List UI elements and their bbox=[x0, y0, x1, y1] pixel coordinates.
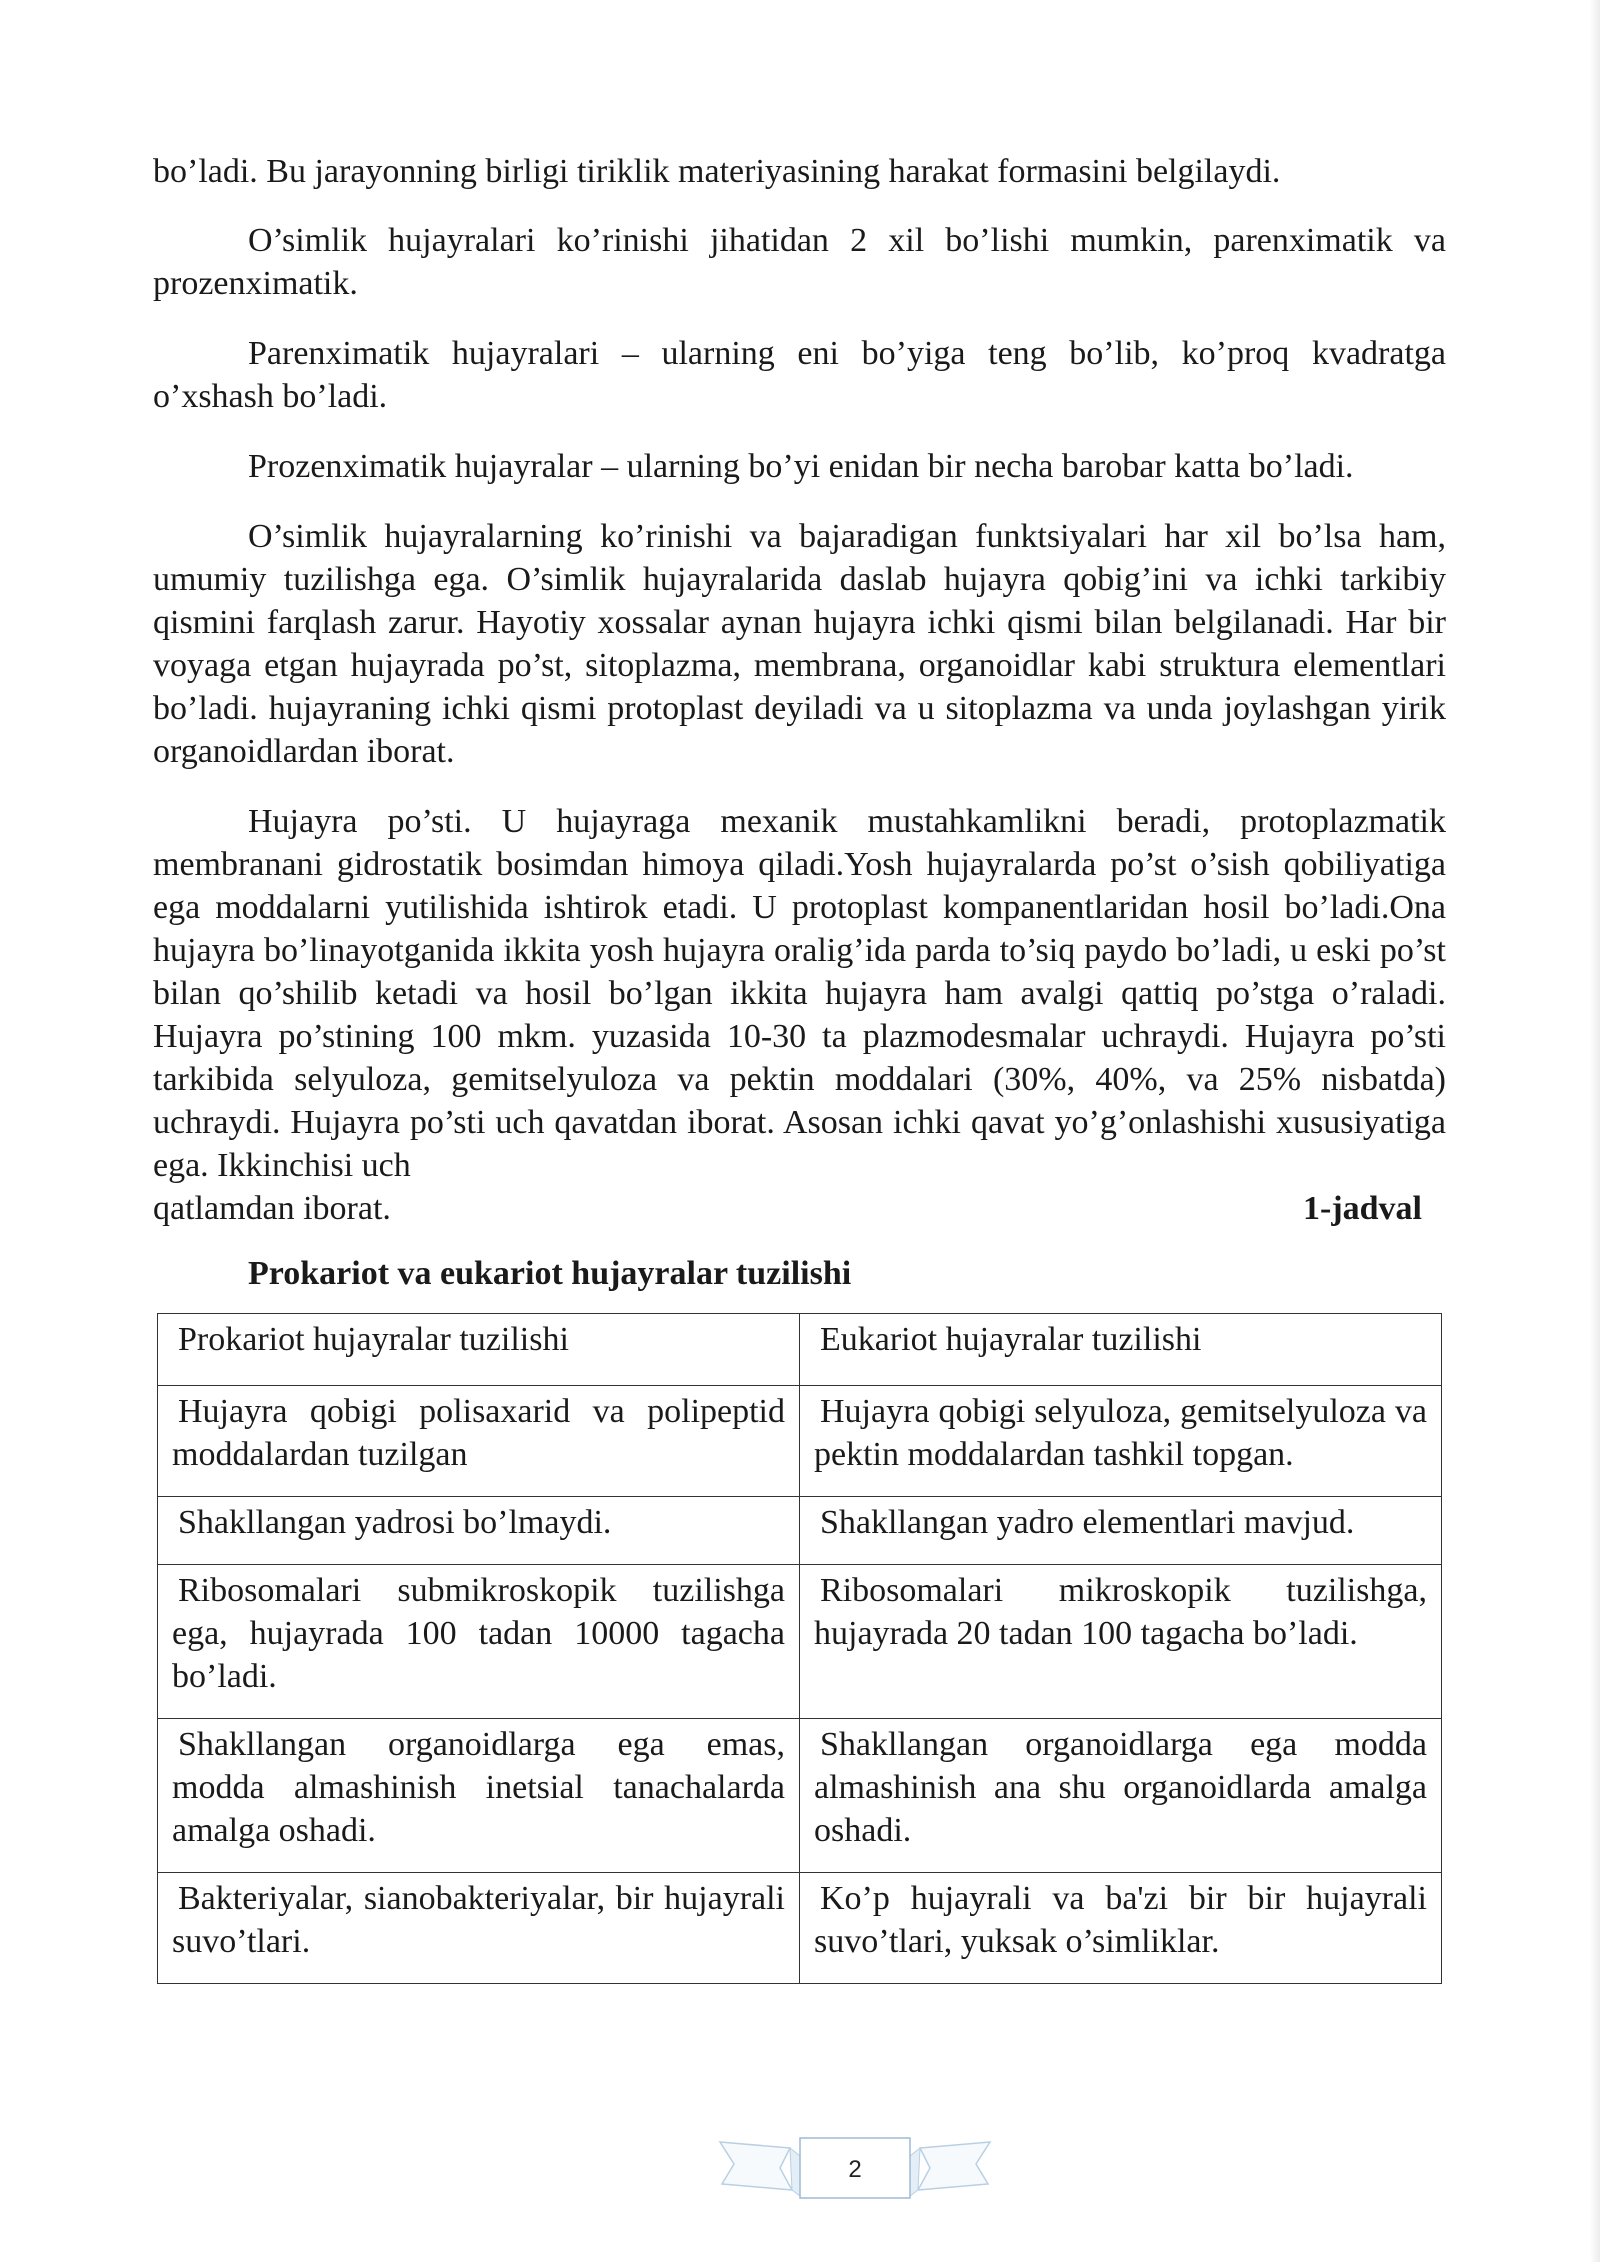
paragraph-cell-wall-last-line bbox=[153, 1187, 1446, 1230]
table-row bbox=[158, 1719, 1442, 1873]
table-row bbox=[158, 1565, 1442, 1719]
table-cell-eukaryote: Ko’p hujayrali va ba'zi bir bir hujayrali suvo’tlari, yuksak o’simliklar. bbox=[800, 1873, 1442, 1984]
comparison-table bbox=[157, 1313, 1442, 1984]
table-cell-eukaryote: Ribosomalari mikroskopik tuzilishga, hujayrada 20 tadan 100 tagacha bo’ladi. bbox=[800, 1565, 1442, 1719]
table-row bbox=[158, 1873, 1442, 1984]
page-footer bbox=[718, 2134, 992, 2204]
table-row bbox=[158, 1386, 1442, 1497]
paragraph-cell-wall-end: qatlamdan iborat. bbox=[153, 1190, 391, 1227]
table-cell-prokaryote: Bakteriyalar, sianobakteriyalar, bir hujayrali suvo’tlari. bbox=[158, 1873, 800, 1984]
paragraph-cell-wall: Hujayra po’sti. U hujayraga mexanik mustahkamlikni beradi, protoplazmatik membranani gidrostatik bosimdan himoya qiladi.Yosh hujayralarda po’st o’sish qobiliyatiga ega moddalarni yutilishida ishtirok etadi. U protoplast kompanentlaridan hosil bo’ladi.Ona hujayra bo’linayotganida ikkita yosh hujayra oralig’ida parda to’siq paydo bo’ladi, u eski po’st bilan qo’shilib ketadi va hosil bo’lgan ikkita hujayra ham avalgi qattiq po’stga o’raladi. Hujayra po’stining 100 mkm. yuzasida 10-30 ta plazmodesmalar uchraydi. Hujayra po’sti tarkibida selyuloza, gemitselyuloza va pektin moddalari (30%, 40%, va 25% nisbatda) uchraydi. Hujayra po’sti uch qavatdan iborat. Asosan ichki qavat yo’g’onlashishi xususiyatiga ega. Ikkinchisi uch bbox=[153, 803, 1446, 1184]
paragraph-plant-cell-types: O’simlik hujayralari ko’rinishi jihatidan 2 xil bo’lishi mumkin, parenximatik va prozenximatik. bbox=[153, 222, 1446, 302]
table-cell-eukaryote: Shakllangan organoidlarga ega modda almashinish ana shu organoidlarda amalga oshadi. bbox=[800, 1719, 1442, 1873]
page-number: 2 bbox=[848, 2155, 862, 2183]
table-label: 1-jadval bbox=[1303, 1190, 1422, 1227]
table-cell-eukaryote: Hujayra qobigi selyuloza, gemitselyuloza va pektin moddalardan tashkil topgan. bbox=[800, 1386, 1442, 1497]
table-cell-prokaryote: Hujayra qobigi polisaxarid va polipeptid moddalardan tuzilgan bbox=[158, 1386, 800, 1497]
table-cell-prokaryote: Ribosomalari submikroskopik tuzilishga ega, hujayrada 100 tadan 10000 tagacha bo’ladi. bbox=[158, 1565, 800, 1719]
table-row bbox=[158, 1497, 1442, 1565]
table-header-prokaryote: Prokariot hujayralar tuzilishi bbox=[158, 1314, 800, 1386]
table-header-eukaryote: Eukariot hujayralar tuzilishi bbox=[800, 1314, 1442, 1386]
table-cell-prokaryote: Shakllangan organoidlarga ega emas, modda almashinish inetsial tanachalarda amalga oshadi. bbox=[158, 1719, 800, 1873]
table-header-row bbox=[158, 1314, 1442, 1386]
paragraph-parenchymatic: Parenximatik hujayralari – ularning eni bo’yiga teng bo’lib, ko’proq kvadratga o’xshash bo’ladi. bbox=[153, 335, 1446, 415]
page-edge-shadow bbox=[1590, 0, 1600, 2262]
paragraph-prosenchymatic: Prozenximatik hujayralar – ularning bo’yi enidan bir necha barobar katta bo’ladi. bbox=[248, 448, 1354, 485]
paragraph-cell-structure: O’simlik hujayralarning ko’rinishi va bajaradigan funktsiyalari har xil bo’lsa ham, umumiy tuzilishga ega. O’simlik hujayralarida daslab hujayra qobig’ini va ichki tarkibiy qismini farqlash zarur. Hayotiy xossalar aynan hujayra ichki qismi bilan belgilanadi. Har bir voyaga etgan hujayrada po’st, sitoplazma, membrana, organoidlar kabi struktura elementlari bo’ladi. hujayraning ichki qismi protoplast deyiladi va u sitoplazma va unda joylashgan yirik organoidlardan iborat. bbox=[153, 518, 1446, 770]
page-content bbox=[153, 150, 1446, 1984]
paragraph-continuation: bo’ladi. Bu jarayonning birligi tiriklik materiyasining harakat formasini belgilaydi. bbox=[153, 153, 1281, 190]
table-cell-eukaryote: Shakllangan yadro elementlari mavjud. bbox=[800, 1497, 1442, 1565]
table-title: Prokariot va eukariot hujayralar tuzilishi bbox=[248, 1255, 852, 1292]
table-cell-prokaryote: Shakllangan yadrosi bo’lmaydi. bbox=[158, 1497, 800, 1565]
